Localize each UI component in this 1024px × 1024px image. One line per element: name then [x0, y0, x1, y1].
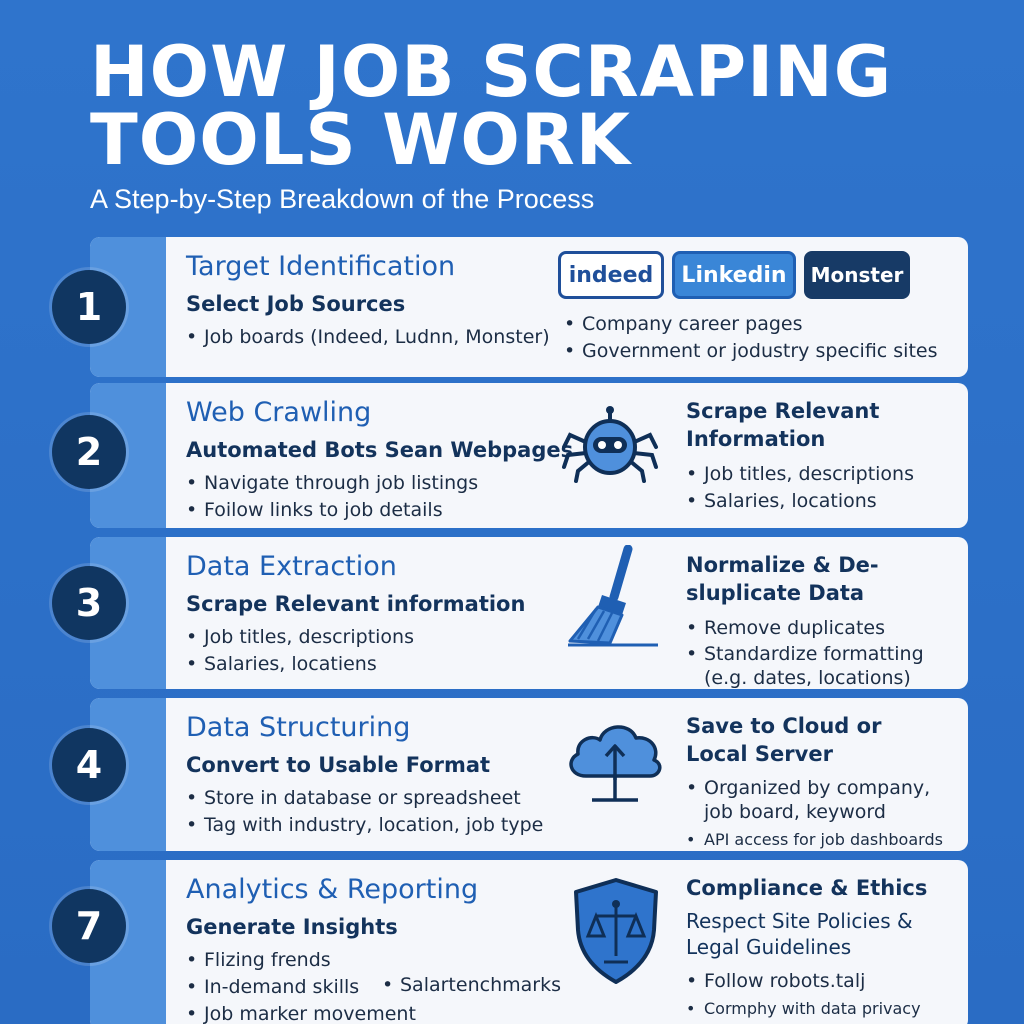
list-item: • Standardize formatting (e.g. dates, locations) [686, 642, 946, 689]
step-bullets [186, 624, 606, 678]
step-right-bullets [686, 461, 968, 515]
step-right-bullets [564, 311, 938, 365]
step-heading: Web Crawling [186, 397, 372, 428]
step-subheading: Select Job Sources [186, 292, 406, 316]
list-item: • Organized by company, job board, keyword [686, 776, 936, 824]
step-subheading: Automated Bots Sean Webpages [186, 438, 574, 462]
step-subheading: Generate Insights [186, 915, 398, 939]
shield-scales-icon [568, 876, 664, 986]
step-heading: Data Extraction [186, 551, 397, 582]
step-left-column [186, 551, 606, 678]
step-right-heading: Scrape Relevant Information [686, 399, 880, 451]
list-item: • Salaries, locations [686, 488, 968, 515]
step-right-column [686, 712, 968, 851]
step-right-heading: Save to Cloud or Local Server [686, 714, 882, 766]
list-item: • Remove duplicates [686, 615, 968, 642]
step-inline-bullet [382, 972, 561, 999]
step-number-badge: 3 [52, 566, 126, 640]
broom-icon [566, 545, 666, 649]
step-heading: Analytics & Reporting [186, 874, 479, 905]
list-item: • Salartenchmarks [382, 972, 561, 999]
step-right-column [686, 874, 968, 1022]
step-left-column [186, 874, 606, 1024]
list-item: • Salaries, locatiens [186, 651, 606, 678]
step-right-column [686, 551, 968, 689]
monster-logo: Monster [804, 251, 910, 299]
step-card-3 [90, 537, 968, 689]
list-item: • Job titles, descriptions [686, 461, 968, 488]
step-right-heading: Compliance & Ethics [686, 876, 928, 900]
step-right-bullets [686, 776, 968, 851]
list-item: • Store in database or spreadsheet [186, 785, 606, 812]
step-heading: Data Structuring [186, 712, 411, 743]
step-left-column [186, 397, 606, 524]
page-title: HOW JOB SCRAPING TOOLS WORK [90, 31, 893, 181]
indeed-logo: indeed [558, 251, 664, 299]
robot-spider-icon [560, 405, 660, 485]
step-heading: Target Identification [186, 251, 456, 282]
step-number-badge: 2 [52, 415, 126, 489]
step-left-column [186, 251, 606, 351]
list-item: • Job boards (Indeed, Ludnn, Monster) [186, 324, 606, 351]
list-item: • API access for job dashboards [686, 826, 968, 851]
step-left-column [186, 712, 606, 839]
step-subheading: Convert to Usable Format [186, 753, 491, 777]
step-number-badge: 4 [52, 728, 126, 802]
step-card-4 [90, 698, 968, 851]
cloud-upload-icon [562, 714, 668, 808]
list-item: • Company career pages [564, 311, 938, 338]
step-card-1 [90, 237, 968, 377]
step-bullets [186, 785, 606, 839]
step-right-bullets [686, 615, 968, 689]
list-item: • Job marker movement [186, 1001, 606, 1024]
page-subtitle: A Step-by-Step Breakdown of the Process [90, 184, 595, 214]
step-card-5 [90, 860, 968, 1024]
list-item: • Job titles, descriptions [186, 624, 606, 651]
step-bullets [186, 324, 606, 351]
list-item: • Government or jodustry specific sites [564, 338, 938, 365]
list-item: • Tag with industry, location, job type [186, 812, 606, 839]
step-right-heading: Normalize & De-sluplicate Data [686, 553, 879, 605]
step-number-badge: 1 [52, 270, 126, 344]
list-item: • In-demand skills [186, 974, 606, 1001]
step-number-badge: 7 [52, 889, 126, 963]
step-right-bullets [686, 968, 968, 1022]
list-item: • Flizing frends [186, 947, 606, 974]
step-subheading: Scrape Relevant information [186, 592, 526, 616]
list-item: • Follow robots.talj [686, 968, 968, 995]
step-bullets [186, 470, 606, 524]
list-item: • Cormphy with data privacy [686, 995, 968, 1022]
step-right-subheading: Respect Site Policies & Legal Guidelines [686, 909, 913, 959]
list-item: • Foilow links to job details [186, 497, 606, 524]
list-item: • Navigate through job listings [186, 470, 606, 497]
step-card-2 [90, 383, 968, 528]
step-right-column [686, 397, 968, 515]
linkedin-logo: Linkedin [672, 251, 796, 299]
job-board-logos [558, 251, 910, 299]
